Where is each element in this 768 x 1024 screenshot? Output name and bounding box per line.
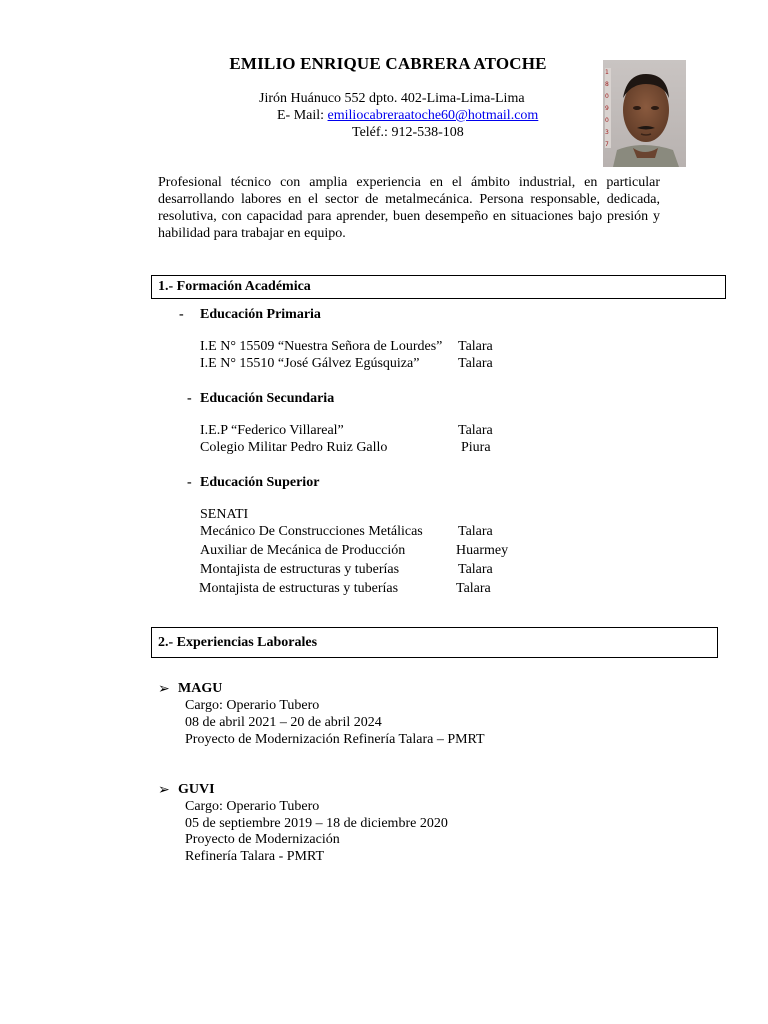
primaria-school-2: I.E N° 15510 “José Gálvez Egúsquiza” — [200, 356, 420, 371]
superior-course-2: Auxiliar de Mecánica de Producción — [200, 543, 406, 558]
section-experience-title: 2.- Experiencias Laborales — [151, 627, 718, 658]
secundaria-school-1: I.E.P “Federico Villareal” — [200, 423, 344, 438]
job-2-line-4: Refinería Talara - PMRT — [185, 849, 325, 864]
job-2-line-2: 05 de septiembre 2019 – 18 de diciembre 2020 — [185, 816, 448, 831]
section-education-title: 1.- Formación Académica — [151, 275, 726, 299]
dash-superior: - — [187, 475, 192, 490]
job-2-line-3: Proyecto de Modernización — [185, 832, 340, 847]
superior-institution: SENATI — [200, 507, 249, 522]
job-1-line-1: Cargo: Operario Tubero — [185, 698, 320, 713]
primaria-city-2: Talara — [458, 356, 493, 371]
superior-city-2: Huarmey — [456, 543, 509, 558]
svg-text:7: 7 — [605, 141, 609, 148]
svg-text:0: 0 — [605, 117, 609, 124]
bullet-arrow-icon: ➢ — [158, 682, 170, 697]
email-line — [277, 108, 538, 124]
profile-summary: Profesional técnico con amplia experiencia en el ámbito industrial, en particular desarrollando labores en el sector de metalmecánica. Persona responsable, dedicada, resolutiva, con capacidad para aprender, buen desempeño en situaciones bajo presión y habilidad para trabajar en equipo. — [158, 175, 660, 241]
secundaria-city-2: Piura — [461, 440, 491, 455]
subsection-primaria-title: Educación Primaria — [200, 307, 321, 322]
job-2-company: GUVI — [178, 782, 215, 797]
dash-primaria: - — [179, 307, 184, 322]
subsection-secundaria-title: Educación Secundaria — [200, 391, 335, 406]
svg-text:8: 8 — [605, 81, 609, 88]
superior-city-1: Talara — [458, 524, 493, 539]
superior-course-1: Mecánico De Construcciones Metálicas — [200, 524, 423, 539]
primaria-school-1: I.E N° 15509 “Nuestra Señora de Lourdes” — [200, 339, 443, 354]
bullet-arrow-icon: ➢ — [158, 783, 170, 798]
profile-photo — [603, 60, 686, 167]
svg-text:0: 0 — [605, 93, 609, 100]
phone: Teléf.: 912-538-108 — [352, 125, 464, 140]
email-label: E- Mail: — [277, 108, 328, 123]
svg-text:9: 9 — [605, 105, 609, 112]
job-2-line-1: Cargo: Operario Tubero — [185, 799, 320, 814]
svg-text:3: 3 — [605, 129, 609, 136]
resume-name: EMILIO ENRIQUE CABRERA ATOCHE — [229, 54, 547, 73]
email-link[interactable]: emiliocabreraatoche60@hotmail.com — [327, 108, 539, 123]
secundaria-school-2: Colegio Militar Pedro Ruiz Gallo — [200, 440, 388, 455]
job-1-line-3: Proyecto de Modernización Refinería Talara – PMRT — [185, 732, 485, 747]
subsection-superior-title: Educación Superior — [200, 475, 320, 490]
secundaria-city-1: Talara — [458, 423, 493, 438]
address: Jirón Huánuco 552 dpto. 402-Lima-Lima-Lima — [259, 91, 525, 106]
svg-text:1: 1 — [605, 69, 609, 76]
superior-course-3: Montajista de estructuras y tuberías — [200, 562, 400, 577]
superior-city-3: Talara — [458, 562, 493, 577]
job-1-line-2: 08 de abril 2021 – 20 de abril 2024 — [185, 715, 382, 730]
superior-city-4: Talara — [456, 581, 491, 596]
superior-course-4: Montajista de estructuras y tuberías — [199, 581, 399, 596]
job-1-company: MAGU — [178, 681, 223, 696]
primaria-city-1: Talara — [458, 339, 493, 354]
dash-secundaria: - — [187, 391, 192, 406]
